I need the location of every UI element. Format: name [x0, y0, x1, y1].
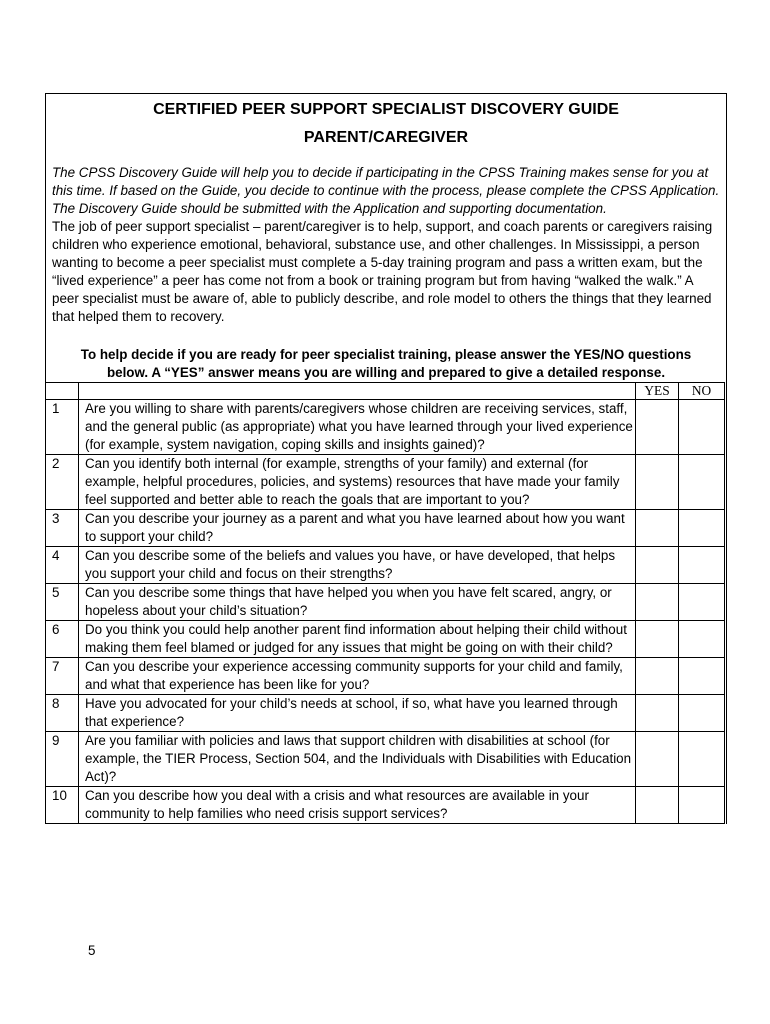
no-answer-box[interactable]	[679, 510, 725, 547]
yes-answer-box[interactable]	[636, 584, 679, 621]
yes-answer-box[interactable]	[636, 787, 679, 824]
question-row	[46, 584, 725, 621]
yes-answer-box[interactable]	[636, 510, 679, 547]
question-number: 10	[46, 787, 79, 824]
question-row	[46, 787, 725, 824]
no-header: NO	[679, 383, 725, 400]
question-row	[46, 547, 725, 584]
question-text: Are you willing to share with parents/caregivers whose children are receiving services, staff, and the general public (as appropriate) what you have learned through your lived experience (for example, system navigation, coping skills and insights gained)?	[79, 400, 636, 455]
title-line-1: CERTIFIED PEER SUPPORT SPECIALIST DISCOVERY GUIDE	[153, 101, 619, 118]
question-row	[46, 621, 725, 658]
question-text: Can you describe how you deal with a crisis and what resources are available in your community to help families who need crisis support services?	[79, 787, 636, 824]
yes-header: YES	[636, 383, 679, 400]
no-answer-box[interactable]	[679, 584, 725, 621]
question-row	[46, 400, 725, 455]
questions-table	[45, 382, 725, 824]
question-row	[46, 510, 725, 547]
question-number: 4	[46, 547, 79, 584]
title-line-2: PARENT/CAREGIVER	[303, 129, 469, 146]
discovery-guide-form	[45, 93, 727, 824]
no-answer-box[interactable]	[679, 787, 725, 824]
yes-answer-box[interactable]	[636, 547, 679, 584]
number-header-cell	[46, 383, 79, 400]
question-text: Can you describe some things that have helped you when you have felt scared, angry, or hopeless about your child’s situation?	[79, 584, 636, 621]
question-number: 2	[46, 455, 79, 510]
no-answer-box[interactable]	[679, 547, 725, 584]
no-answer-box[interactable]	[679, 621, 725, 658]
question-number: 5	[46, 584, 79, 621]
question-number: 8	[46, 695, 79, 732]
instructions-text: To help decide if you are ready for peer specialist training, please answer the YES/NO questions below. A “YES” answer means you are willing and prepared to give a detailed response.	[80, 347, 692, 380]
yes-answer-box[interactable]	[636, 621, 679, 658]
no-answer-box[interactable]	[679, 732, 725, 787]
description-paragraph: The job of peer support specialist – parent/caregiver is to help, support, and coach parents or caregivers raising children who experience emotional, behavioral, substance use, and other challenges. In Mississippi, a person wanting to become a peer specialist must complete a 5-day training program and pass a written exam, but the “lived experience” a peer has come not from a book or training program but from having “walked the walk.” A peer specialist must be aware of, able to publicly describe, and role model to others the things that they learned that helped them to recovery.	[52, 219, 713, 324]
question-number: 7	[46, 658, 79, 695]
page-number: 5	[88, 943, 96, 958]
question-text: Can you describe your experience accessing community supports for your child and family, and what that experience has been like for you?	[79, 658, 636, 695]
question-text: Can you identify both internal (for example, strengths of your family) and external (for example, helpful procedures, policies, and systems) resources that have made your family feel supported and better able to reach the goals that are important to you?	[79, 455, 636, 510]
no-answer-box[interactable]	[679, 658, 725, 695]
question-text: Are you familiar with policies and laws that support children with disabilities at school (for example, the TIER Process, Section 504, and the Individuals with Disabilities with Education Act)?	[79, 732, 636, 787]
no-answer-box[interactable]	[679, 695, 725, 732]
intro-paragraph: The CPSS Discovery Guide will help you to decide if participating in the CPSS Training makes sense for you at this time. If based on the Guide, you decide to continue with the process, please complete the CPSS Application. The Discovery Guide should be submitted with the Application and supporting documentation.	[52, 165, 720, 216]
question-header-cell	[79, 383, 636, 400]
yes-answer-box[interactable]	[636, 732, 679, 787]
question-row	[46, 658, 725, 695]
document-title	[46, 96, 726, 152]
question-number: 9	[46, 732, 79, 787]
yes-answer-box[interactable]	[636, 455, 679, 510]
question-text: Can you describe some of the beliefs and values you have, or have developed, that helps you support your child and focus on their strengths?	[79, 547, 636, 584]
question-text: Do you think you could help another parent find information about helping their child without making them feel blamed or judged for any issues that might be going on with their child?	[79, 621, 636, 658]
question-text: Can you describe your journey as a parent and what you have learned about how you want to support your child?	[79, 510, 636, 547]
yes-answer-box[interactable]	[636, 658, 679, 695]
question-number: 6	[46, 621, 79, 658]
yes-answer-box[interactable]	[636, 695, 679, 732]
no-answer-box[interactable]	[679, 400, 725, 455]
question-text: Have you advocated for your child’s needs at school, if so, what have you learned through that experience?	[79, 695, 636, 732]
question-row	[46, 695, 725, 732]
question-row	[46, 732, 725, 787]
yes-answer-box[interactable]	[636, 400, 679, 455]
question-row	[46, 455, 725, 510]
no-answer-box[interactable]	[679, 455, 725, 510]
table-header-row	[46, 383, 725, 400]
question-number: 3	[46, 510, 79, 547]
question-number: 1	[46, 400, 79, 455]
